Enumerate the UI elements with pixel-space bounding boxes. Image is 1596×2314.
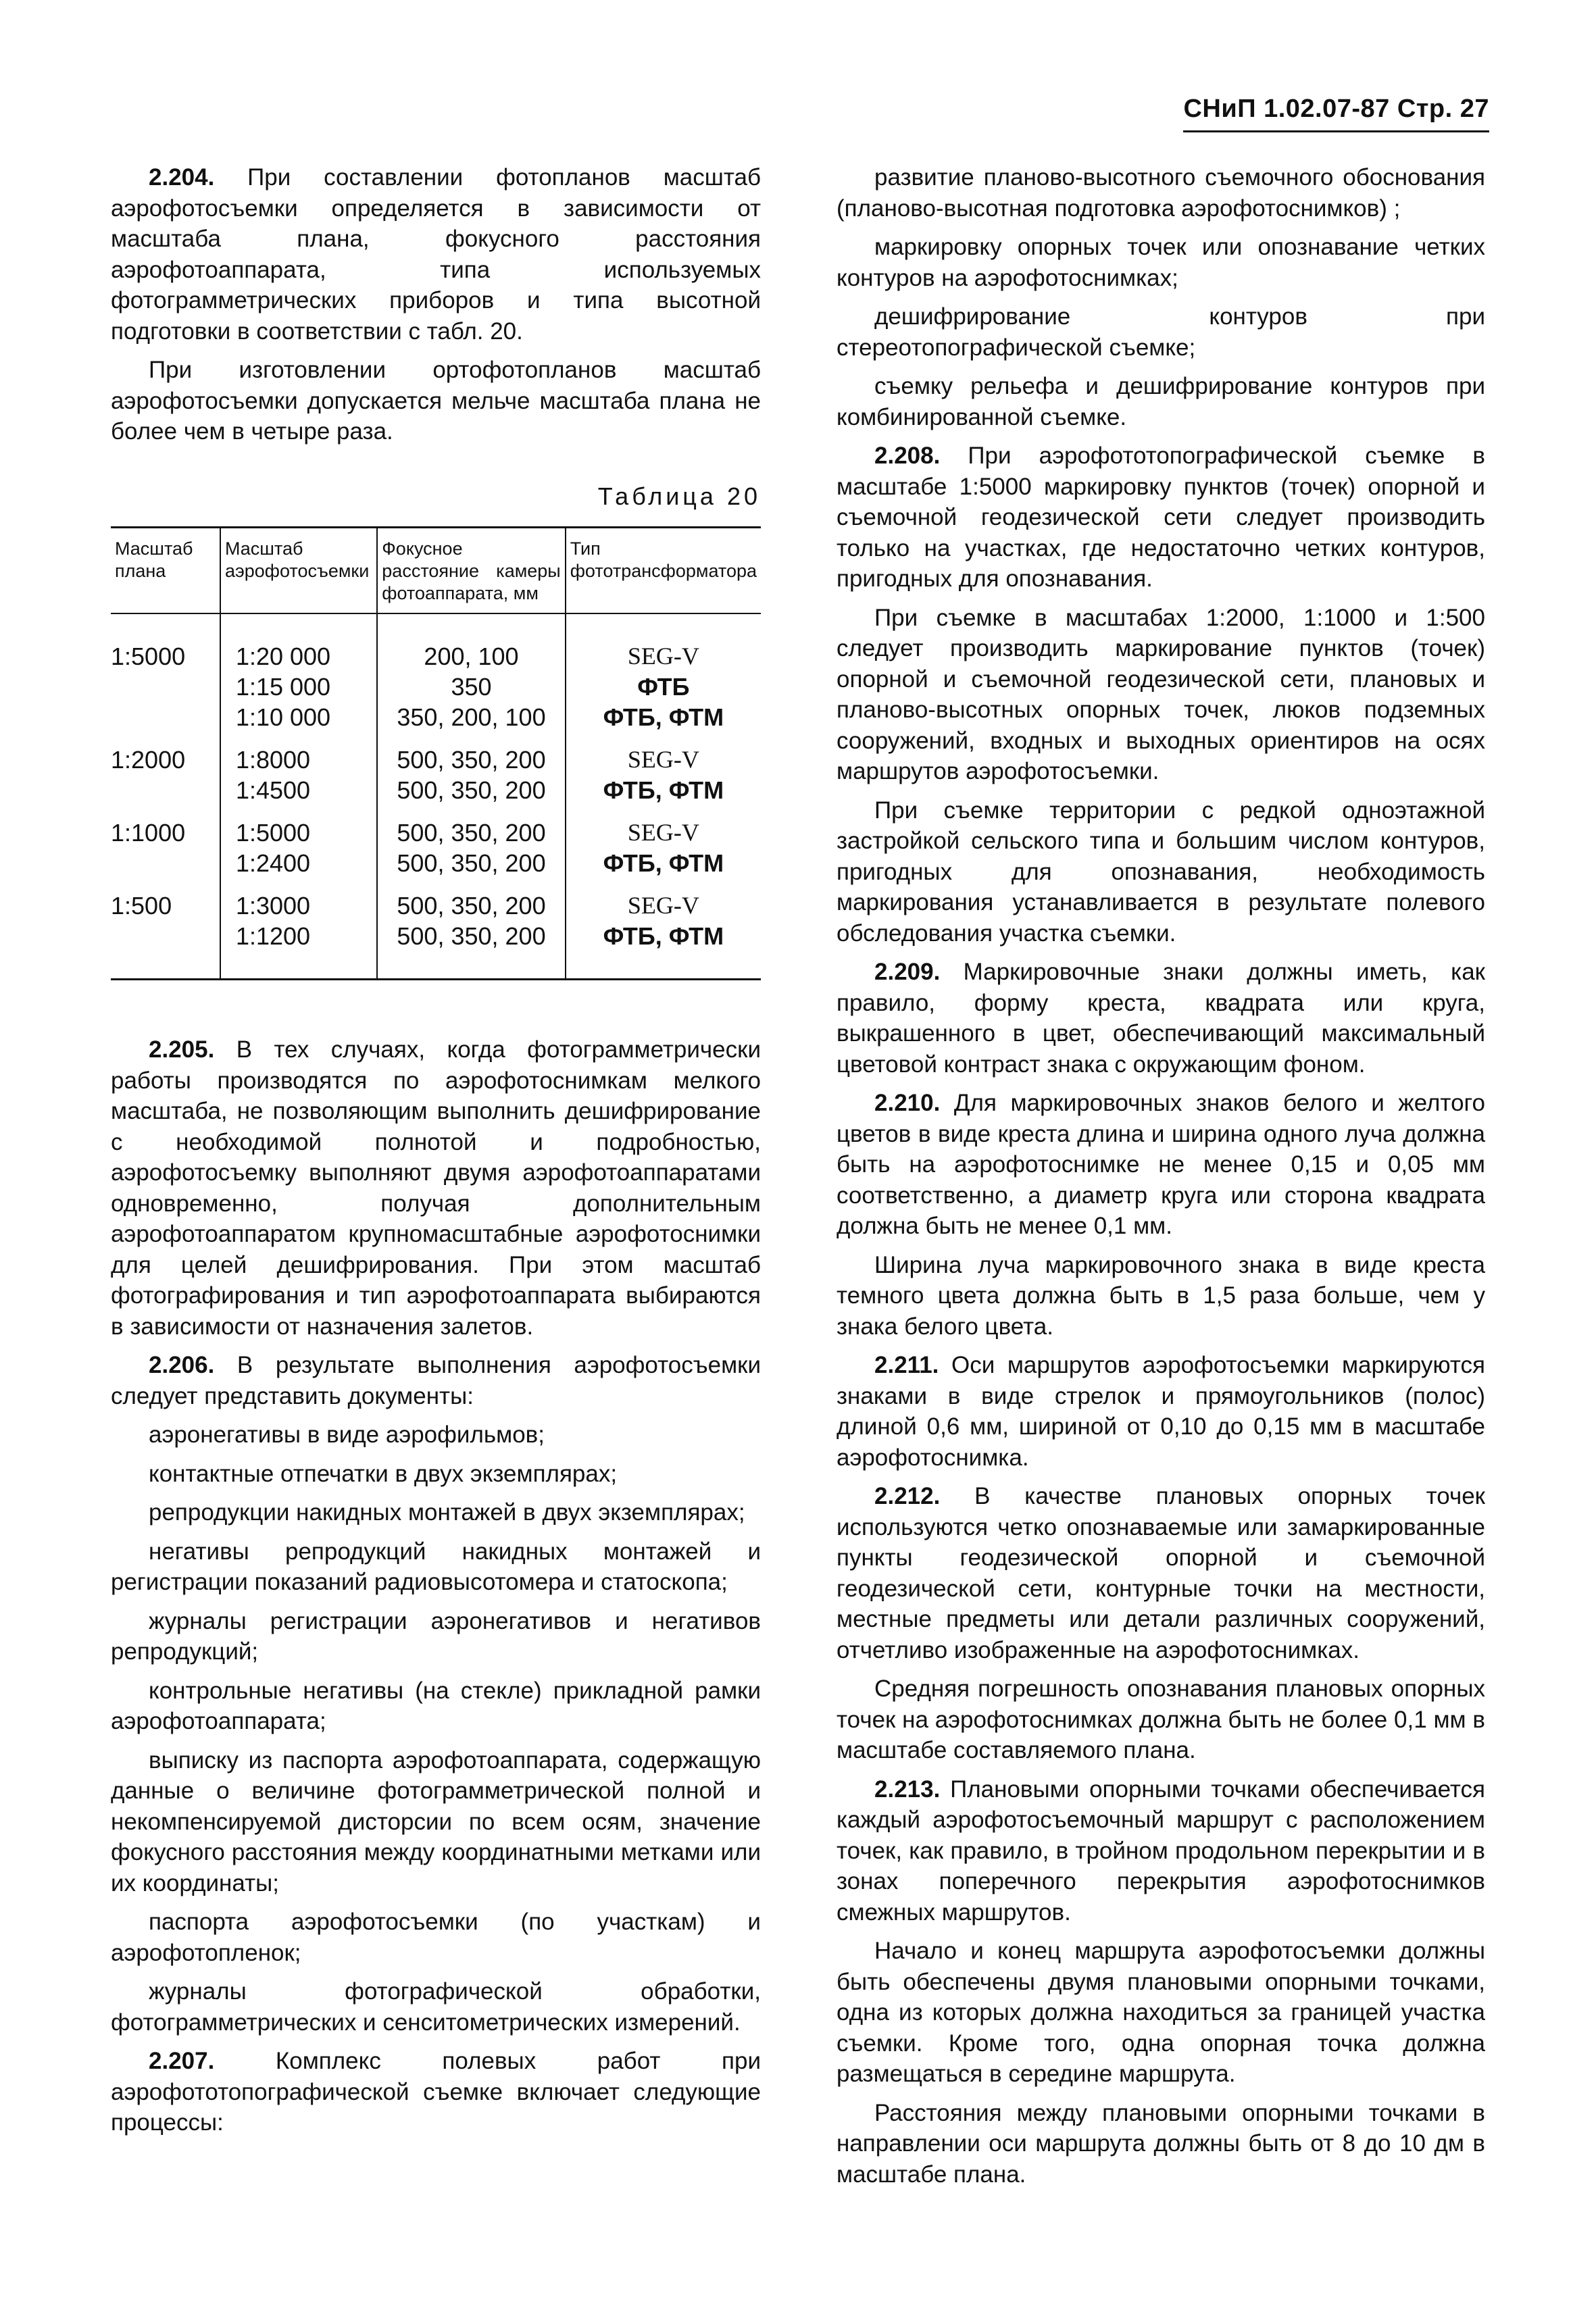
paragraph — [837, 301, 1485, 363]
paragraph-text: Расстояния между плановыми опорными точками в направлении оси маршрута должны быть от 8 до 10 дм в масштабе плана. — [837, 2099, 1485, 2188]
paragraph-text: Маркировочные знаки должны иметь, как правило, форму креста, квадрата или круга, выкрашенного в цвет, обеспечивающий максимальный цветовой контраст знака с окружающим фоном. — [837, 959, 1485, 1078]
clause-number: 2.206. — [149, 1352, 215, 1378]
table-row — [111, 921, 761, 980]
cell-plan-scale — [111, 672, 220, 702]
paragraph-text: журналы фотографической обработки, фотограмметрических и сенситометрических измерений. — [111, 1978, 761, 2036]
paragraph-text: Ширина луча маркировочного знака в виде креста темного цвета должна быть в 1,5 раза больше, чем у знака белого цвета. — [837, 1251, 1485, 1340]
header-plan-scale: Масштаб плана — [111, 528, 220, 614]
page-header: СНиП 1.02.07-87 Стр. 27 — [1183, 95, 1489, 132]
paragraph — [837, 1936, 1485, 2090]
cell-transformer-type: ФТБ, ФТМ — [566, 702, 761, 745]
cell-aero-scale: 1:4500 — [220, 775, 377, 818]
paragraph — [837, 1250, 1485, 1342]
paragraph-text: Плановыми опорными точками обеспечивается каждый аэрофотосъемочный маршрут с расположением точек, как правило, в тройном продольном перекрытии и в зонах поперечного перекрытия аэрофотоснимков смежных маршрутов. — [837, 1776, 1485, 1926]
cell-plan-scale: 1:5000 — [111, 643, 186, 670]
paragraph-text: журналы регистрации аэронегативов и негативов репродукций; — [111, 1607, 761, 1665]
paragraph-text: Оси маршрутов аэрофотосъемки маркируются знаками в виде стрелок и прямоугольников (полос) длиной 0,6 мм, шириной от 0,10 до 0,15 мм в масштабе аэрофотоснимка. — [837, 1352, 1485, 1471]
table-row — [111, 702, 761, 745]
cell-transformer-type: ФТБ, ФТМ — [566, 921, 761, 980]
paragraph — [111, 1745, 761, 1899]
paragraph — [837, 603, 1485, 787]
paragraph-text: В результате выполнения аэрофотосъемки следует представить документы: — [111, 1352, 761, 1409]
paragraph — [111, 1907, 761, 1968]
clause-paragraph — [111, 162, 761, 347]
cell-transformer-type: SEG-V — [566, 890, 761, 921]
table-row — [111, 775, 761, 818]
paragraph — [837, 1674, 1485, 1766]
paragraph-text: контактные отпечатки в двух экземплярах; — [149, 1460, 618, 1487]
clause-number: 2.204. — [149, 164, 215, 191]
cell-plan-scale — [111, 921, 220, 980]
cell-focal-length: 500, 350, 200 — [377, 848, 565, 890]
left-column — [111, 162, 761, 2146]
paragraph-text: Начало и конец маршрута аэрофотосъемки должны быть обеспечены двумя плановыми опорными точками, одна из которых должна находиться за границей участка съемки. Кроме того, одна опорная точка должна размещаться в середине маршрута. — [837, 1938, 1485, 2087]
clause-paragraph — [111, 1350, 761, 1411]
table-row — [111, 745, 761, 775]
paragraphs-after-table — [111, 1034, 761, 2138]
paragraph — [837, 795, 1485, 949]
cell-plan-scale — [111, 848, 220, 890]
clause-number: 2.208. — [874, 443, 941, 469]
paragraph-text: В тех случаях, когда фотограмметрически работы производятся по аэрофотоснимкам мелкого масштаба, не позволяющим выполнить дешифрирование с необходимой полнотой и подробностью, аэрофотосъемку выполняют двумя аэрофотоаппаратами одновременно, получая дополнительным аэрофотоаппаратом крупномасштабные аэрофотоснимки для целей дешифрирования. При этом масштаб фотографирования и тип аэрофотоаппарата выбираются в зависимости от назначения залетов. — [111, 1036, 761, 1340]
paragraph-text: дешифрирование контуров при стереотопографической съемке; — [837, 303, 1485, 361]
table-caption: Таблица 20 — [597, 482, 761, 510]
cell-aero-scale: 1:3000 — [220, 890, 377, 921]
table-row — [111, 613, 761, 672]
paragraph — [837, 2098, 1485, 2190]
paragraph — [111, 1536, 761, 1598]
paragraph — [837, 162, 1485, 224]
table-row — [111, 890, 761, 921]
cell-plan-scale — [111, 775, 220, 818]
clause-paragraph — [837, 1088, 1485, 1242]
paragraph-text: Средняя погрешность опознавания плановых опорных точек на аэрофотоснимках должна быть не более 0,1 мм в масштабе составляемого плана. — [837, 1676, 1485, 1763]
paragraph-text: При аэрофототопографической съемке в масштабе 1:5000 маркировку пунктов (точек) опорной и съемочной геодезической сети следует производить только на участках, где недостаточно четких контуров, пригодных для опознавания. — [837, 443, 1485, 592]
clause-paragraph — [837, 441, 1485, 595]
table-row — [111, 672, 761, 702]
clause-number: 2.209. — [874, 959, 941, 985]
paragraph-text: контрольные негативы (на стекле) прикладной рамки аэрофотоаппарата; — [111, 1677, 761, 1734]
paragraph-text: При съемке территории с редкой одноэтажной застройкой сельского типа и большим числом контуров, пригодных для опознавания, необходимость маркирования устанавливается в результате полевого обследования участка съемки. — [837, 797, 1485, 947]
header-transformer-type: Тип фототрансформатора — [566, 528, 761, 614]
clause-paragraph — [111, 1034, 761, 1342]
cell-aero-scale: 1:10 000 — [220, 702, 377, 745]
paragraphs-before-table — [111, 162, 761, 447]
clause-number: 2.211. — [874, 1352, 939, 1378]
paragraph — [111, 1497, 761, 1528]
cell-plan-scale — [111, 702, 220, 745]
paragraph-text: съемку рельефа и дешифрирование контуров при комбинированной съемке. — [837, 373, 1485, 430]
paragraph-text: развитие планово-высотного съемочного обоснования (планово-высотная подготовка аэрофотоснимков) ; — [837, 164, 1485, 222]
paragraph-text: паспорта аэрофотосъемки (по участкам) и аэрофотопленок; — [111, 1909, 761, 1966]
clause-paragraph — [837, 1350, 1485, 1473]
paragraph-text: При съемке в масштабах 1:2000, 1:1000 и 1:500 следует производить маркирование пунктов (точек) опорной и съемочной геодезической сети, плановых и планово-высотных опорных точек, люков подземных сооружений, входных и выходных ориентиров на осях маршрутов аэрофотосъемки. — [837, 604, 1485, 784]
clause-number: 2.210. — [874, 1090, 941, 1116]
clause-number: 2.205. — [149, 1036, 215, 1063]
paragraph-text: негативы репродукций накидных монтажей и регистрации показаний радиовысотомера и статоскопа; — [111, 1538, 761, 1595]
cell-focal-length: 500, 350, 200 — [377, 775, 565, 818]
paragraph-text: Для маркировочных знаков белого и желтого цветов в виде креста длина и ширина одного луча должна быть на аэрофотоснимке не менее 0,15 и 0,05 мм соответственно, а диаметр круга или сторона квадрата должна быть не менее 0,1 мм. — [837, 1090, 1485, 1239]
cell-aero-scale: 1:20 000 — [220, 613, 377, 672]
table-row — [111, 848, 761, 890]
clause-number: 2.212. — [874, 1483, 941, 1509]
cell-transformer-type: ФТБ — [566, 672, 761, 702]
table-20 — [111, 526, 761, 980]
right-column — [837, 162, 1485, 2198]
paragraph-text: маркировку опорных точек или опознавание четких контуров на аэрофотоснимках; — [837, 234, 1485, 291]
table-header-row — [111, 528, 761, 614]
clause-paragraph — [837, 1774, 1485, 1928]
clause-paragraph — [837, 957, 1485, 1080]
paragraph — [837, 232, 1485, 293]
paragraph — [111, 1459, 761, 1490]
cell-aero-scale: 1:15 000 — [220, 672, 377, 702]
cell-aero-scale: 1:8000 — [220, 745, 377, 775]
clause-paragraph — [837, 1481, 1485, 1665]
cell-focal-length: 350, 200, 100 — [377, 702, 565, 745]
cell-focal-length: 200, 100 — [377, 613, 565, 672]
cell-focal-length: 500, 350, 200 — [377, 890, 565, 921]
cell-focal-length: 500, 350, 200 — [377, 818, 565, 848]
cell-plan-scale: 1:1000 — [111, 819, 186, 847]
table-row — [111, 818, 761, 848]
cell-transformer-type: SEG-V — [566, 613, 761, 672]
clause-number: 2.207. — [149, 2048, 215, 2074]
cell-transformer-type: SEG-V — [566, 818, 761, 848]
paragraph-text: В качестве плановых опорных точек используются четко опознаваемые или замаркированные пункты геодезической опорной и съемочной геодезической сети, контурные точки на местности, местные предметы или детали различных сооружений, отчетливо изображенные на аэрофотоснимках. — [837, 1483, 1485, 1663]
clause-number: 2.213. — [874, 1776, 941, 1803]
paragraph-text: выписку из паспорта аэрофотоаппарата, содержащую данные о величине фотограмметрической полной и некомпенсируемой дисторсии по всем осям, значение фокусного расстояния между координатными метками или их координаты; — [111, 1746, 761, 1896]
cell-plan-scale: 1:500 — [111, 892, 172, 920]
cell-aero-scale: 1:5000 — [220, 818, 377, 848]
paragraph-text: При изготовлении ортофотопланов масштаб аэрофотосъемки допускается мельче масштаба плана не более чем в четыре раза. — [111, 357, 761, 445]
cell-plan-scale: 1:2000 — [111, 746, 186, 774]
paragraph — [111, 1419, 761, 1451]
header-focal-length: Фокусное расстояние камеры фотоаппарата, мм — [377, 528, 565, 614]
paragraph — [111, 1606, 761, 1667]
cell-aero-scale: 1:2400 — [220, 848, 377, 890]
paragraph — [111, 355, 761, 447]
clause-paragraph — [111, 2046, 761, 2138]
cell-focal-length: 500, 350, 200 — [377, 921, 565, 980]
paragraph-text: При составлении фотопланов масштаб аэрофотосъемки определяется в зависимости от масштаба плана, фокусного расстояния аэрофотоаппарата, типа используемых фотограмметрических приборов и типа высотной подготовки в соответствии с табл. 20. — [111, 164, 761, 345]
cell-aero-scale: 1:1200 — [220, 921, 377, 980]
paragraph-text: репродукции накидных монтажей в двух экземплярах; — [149, 1499, 745, 1526]
paragraph — [837, 371, 1485, 432]
cell-transformer-type: SEG-V — [566, 745, 761, 775]
cell-transformer-type: ФТБ, ФТМ — [566, 848, 761, 890]
cell-focal-length: 350 — [377, 672, 565, 702]
paragraph-text: Комплекс полевых работ при аэрофототопографической съемке включает следующие процессы: — [111, 2048, 761, 2136]
cell-focal-length: 500, 350, 200 — [377, 745, 565, 775]
paragraph — [111, 1676, 761, 1737]
cell-transformer-type: ФТБ, ФТМ — [566, 775, 761, 818]
paragraph — [111, 1976, 761, 2038]
paragraph-text: аэронегативы в виде аэрофильмов; — [149, 1422, 545, 1448]
header-aero-scale: Масштаб аэрофотосъемки — [220, 528, 377, 614]
